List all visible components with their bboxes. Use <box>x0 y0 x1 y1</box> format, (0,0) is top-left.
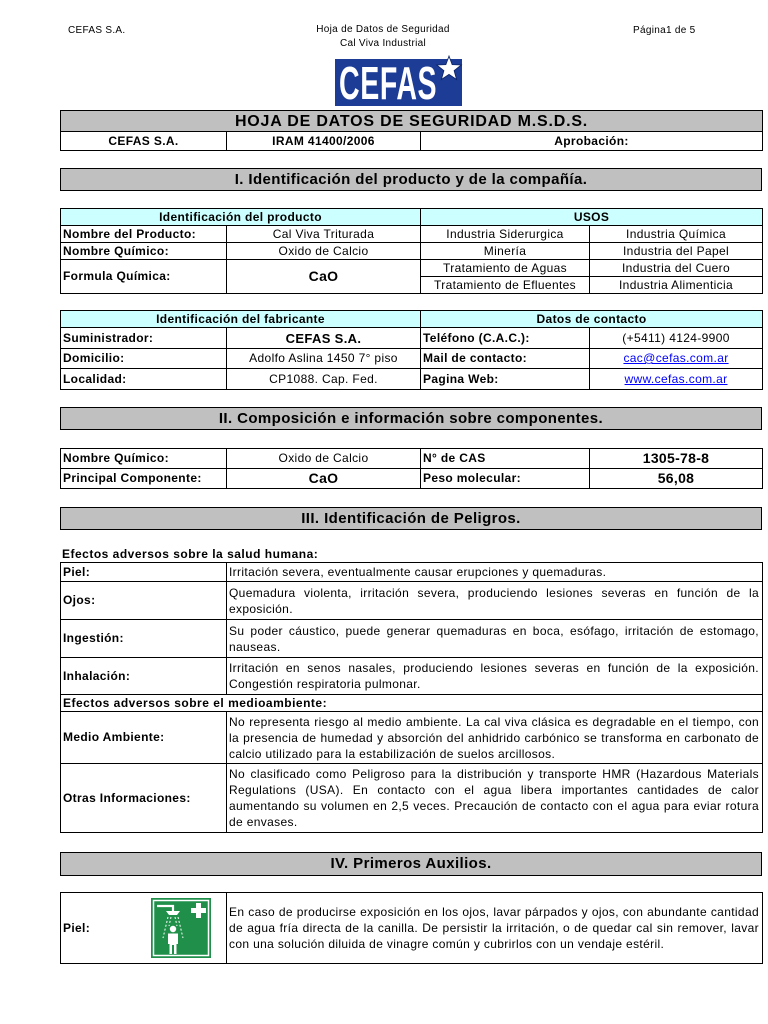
chemical-name-value: Oxido de Calcio <box>227 449 421 469</box>
table-row <box>61 695 763 712</box>
environment-label: Medio Ambiente: <box>61 712 227 764</box>
chemical-name-value: Oxido de Calcio <box>227 243 421 260</box>
website-cell <box>590 369 763 390</box>
header-document-title-block <box>283 23 483 51</box>
chemical-name-label: Nombre Químico: <box>61 449 227 469</box>
main-component-label: Principal Componente: <box>61 469 227 489</box>
table-row <box>61 260 763 277</box>
cas-number-label: N° de CAS <box>421 449 590 469</box>
section-3-heading: III. Identificación de Peligros. <box>60 507 762 530</box>
contact-header: Datos de contacto <box>421 311 763 328</box>
phone-value: (+5411) 4124-9900 <box>590 328 763 349</box>
msds-title-table <box>60 110 763 151</box>
header-page-number: Página1 de 5 <box>633 25 696 36</box>
email-link[interactable]: cac@cefas.com.ar <box>623 351 729 365</box>
manufacturer-table <box>60 310 763 390</box>
molecular-weight-value: 56,08 <box>590 469 763 489</box>
use-item: Industria Siderurgica <box>421 226 590 243</box>
title-row <box>61 111 763 132</box>
composition-table <box>60 448 763 489</box>
supplier-label: Suministrador: <box>61 328 227 349</box>
table-row <box>61 893 763 964</box>
table-row <box>61 349 763 369</box>
environment-effects-title: Efectos adversos sobre el medioambiente: <box>61 695 763 712</box>
email-cell <box>590 349 763 369</box>
star-icon <box>435 55 463 83</box>
use-item: Tratamiento de Aguas <box>421 260 590 277</box>
hazard-skin-text: Irritación severa, eventualmente causar erupciones y quemaduras. <box>227 563 763 582</box>
hazard-ingestion-label: Ingestión: <box>61 620 227 658</box>
chemical-name-label: Nombre Químico: <box>61 243 227 260</box>
table-header-row <box>61 311 763 328</box>
chemical-formula-value: CaO <box>227 260 421 294</box>
document-main-title: HOJA DE DATOS DE SEGURIDAD M.S.D.S. <box>61 111 763 132</box>
hazard-eyes-label: Ojos: <box>61 582 227 620</box>
first-aid-skin-text: En caso de producirse exposición en los ojos, lavar párpados y ojos, con abundante cantidad de agua fría directa de la canilla. De persistir la irritación, o de quedar cal sin remover, lavar con una solución diluida de vinagre común y cubrirlos con un vendaje estéril. <box>227 893 763 964</box>
use-item: Industria del Papel <box>590 243 763 260</box>
first-aid-label-group <box>63 898 224 958</box>
locality-value: CP1088. Cap. Fed. <box>227 369 421 390</box>
other-info-text: No clasificado como Peligroso para la distribución y transporte HMR (Hazardous Materials Regulations (USA). En contacto con el agua libera importantes cantidades de calor aumentando su volumen en 2,5 veces. Precaución de contacto con el agua para eviar rotura de envases. <box>227 764 763 833</box>
title-info-row <box>61 132 763 151</box>
use-item: Tratamiento de Efluentes <box>421 277 590 294</box>
molecular-weight-label: Peso molecular: <box>421 469 590 489</box>
manufacturer-header: Identificación del fabricante <box>61 311 421 328</box>
table-header-row <box>61 209 763 226</box>
use-item: Industria Alimenticia <box>590 277 763 294</box>
table-row <box>61 328 763 349</box>
table-row <box>61 764 763 833</box>
use-item: Industria del Cuero <box>590 260 763 277</box>
environment-text: No representa riesgo al medio ambiente. La cal viva clásica es degradable en el tiempo, con la presencia de humedad y absorción del anhidrido carbónico se transforma en carbonato de calcio utilizado para la estabilización de suelos arcillosos. <box>227 712 763 764</box>
hazard-eyes-text: Quemadura violenta, irritación severa, produciendo lesiones severas en función de la exposición. <box>227 582 763 620</box>
table-row <box>61 449 763 469</box>
title-approval: Aprobación: <box>421 132 763 151</box>
product-name-value: Cal Viva Triturada <box>227 226 421 243</box>
first-aid-label-cell <box>61 893 227 964</box>
chemical-formula-label: Formula Química: <box>61 260 227 294</box>
first-aid-table <box>60 892 763 964</box>
use-item: Minería <box>421 243 590 260</box>
table-row <box>61 243 763 260</box>
document-body <box>60 110 762 964</box>
locality-label: Localidad: <box>61 369 227 390</box>
table-row <box>61 469 763 489</box>
product-identification-table <box>60 208 763 294</box>
table-row <box>61 620 763 658</box>
main-component-value: CaO <box>227 469 421 489</box>
table-row <box>61 369 763 390</box>
title-company: CEFAS S.A. <box>61 132 227 151</box>
email-label: Mail de contacto: <box>421 349 590 369</box>
table-row <box>61 563 763 582</box>
header-document-title: Hoja de Datos de Seguridad <box>316 24 450 35</box>
address-value: Adolfo Aslina 1450 7° piso <box>227 349 421 369</box>
safety-shower-sign-icon <box>151 898 211 958</box>
section-2-heading: II. Composición e información sobre componentes. <box>60 407 762 430</box>
uses-header: USOS <box>421 209 763 226</box>
table-row <box>61 226 763 243</box>
hazard-inhalation-label: Inhalación: <box>61 658 227 695</box>
table-row <box>61 582 763 620</box>
address-label: Domicilio: <box>61 349 227 369</box>
phone-label: Teléfono (C.A.C.): <box>421 328 590 349</box>
title-standard: IRAM 41400/2006 <box>227 132 421 151</box>
company-logo <box>335 57 462 109</box>
header-document-subtitle: Cal Viva Industrial <box>339 38 427 49</box>
product-identification-header: Identificación del producto <box>61 209 421 226</box>
hazard-inhalation-text: Irritación en senos nasales, produciendo lesiones severas en función de la exposición. Congestión respiratoria pulmonar. <box>227 658 763 695</box>
other-info-label: Otras Informaciones: <box>61 764 227 833</box>
section-4-heading: IV. Primeros Auxilios. <box>60 852 762 876</box>
use-item: Industria Química <box>590 226 763 243</box>
section-1-heading: I. Identificación del producto y de la compañía. <box>60 168 762 191</box>
website-label: Pagina Web: <box>421 369 590 390</box>
header-company: CEFAS S.A. <box>68 25 126 36</box>
hazard-skin-label: Piel: <box>61 563 227 582</box>
table-row <box>61 658 763 695</box>
website-link[interactable]: www.cefas.com.ar <box>624 371 728 386</box>
health-effects-title: Efectos adversos sobre la salud humana: <box>62 547 319 561</box>
product-name-label: Nombre del Producto: <box>61 226 227 243</box>
first-aid-skin-label: Piel: <box>63 920 91 935</box>
supplier-value: CEFAS S.A. <box>227 328 421 349</box>
hazards-table <box>60 562 763 833</box>
table-row <box>61 712 763 764</box>
hazard-ingestion-text: Su poder cáustico, puede generar quemaduras en boca, esófago, irritación de estomago, nauseas. <box>227 620 763 658</box>
cas-number-value: 1305-78-8 <box>590 449 763 469</box>
logo-text: CEFAS <box>339 57 438 109</box>
